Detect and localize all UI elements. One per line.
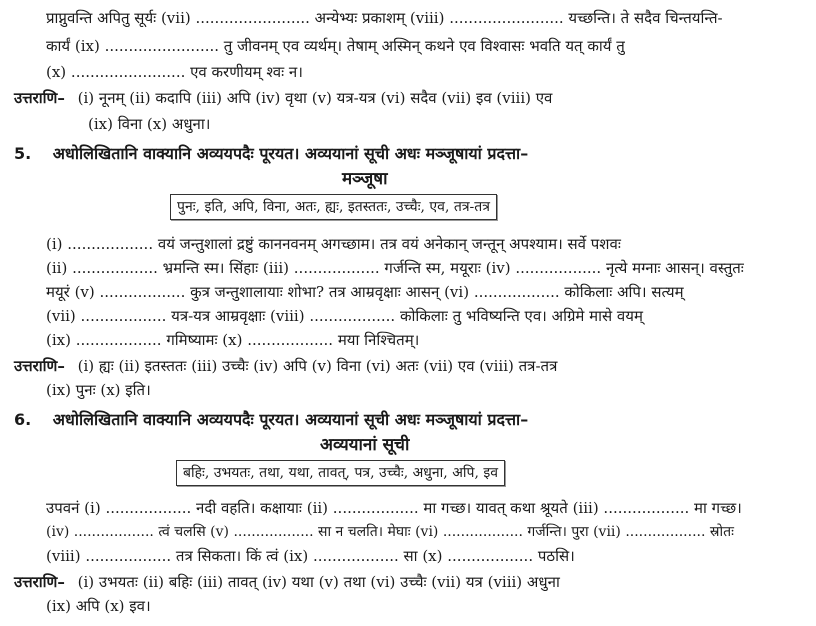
exercise-line: मयूरं (v) .................. कुत्र जन्तुशालायाः शोभा? तत्र आम्रवृक्षाः आसन् (vi) .................. कोकिलाः अपि। सत्यम् [46,283,684,301]
question-5-heading [14,144,528,164]
passage-line: कार्यं (ix) ........................ तु जीवनम् एव व्यर्थम्। तेषाम् अस्मिन् कथने एव विश्वासः भवति यत् कार्यं तु [46,37,625,55]
passage-line: (x) ........................ एव करणीयम् श्वः न। [46,63,303,81]
word-box: पुनः, इति, अपि, विना, अतः, ह्यः, इतस्ततः, उच्चैः, एव, तत्र-तत्र [170,194,497,220]
exercise-line: (i) .................. वयं जन्तुशालां द्रष्टुं काननवनम् अगच्छाम। तत्र वयं अनेकान् जन्तून् अपश्याम। सर्वे पशवः [46,235,621,253]
answers-text: (ix) पुनः (x) इति। [46,381,151,399]
exercise-line: (ii) .................. भ्रमन्ति स्म। सिंहाः (iii) .................. गर्जन्ति स्म, मयूराः (iv) .................. नृत्ये मग्नाः आसन्। वस्तुतः [46,259,744,277]
question-number: 6. [14,410,32,429]
question-6-heading [14,410,528,430]
exercise-line: (vii) .................. यत्र-यत्र आम्रवृक्षाः (viii) .................. कोकिलाः तु भविष्यन्ति एव। अग्रिमे मासे वयम् [46,307,643,325]
answers-text: (ix) अपि (x) इव। [46,597,151,615]
exercise-line: (ix) .................. गमिष्यामः (x) .................. मया निश्चितम्। [46,331,420,349]
exercise-line: (iv) .................. त्वं चलसि (v) .................. सा न चलति। मेघाः (vi) .................. गर्जन्ति। पुरा (vii) .................. स्रोतः [46,524,734,540]
answers-label: उत्तराणि– [14,89,65,107]
passage-line: प्राप्नुवन्ति अपितु सूर्यः (vii) ........................ अन्येभ्यः प्रकाशम् (viii) ........................ यच्छन्ति। ते सदैव चिन्तयन्ति- [46,9,723,27]
question-instruction: अधोलिखितानि वाक्यानि अव्ययपदैः पूरयत। अव्ययानां सूची अधः मञ्जूषायां प्रदत्ता– [52,144,529,163]
answers-label: उत्तराणि– [14,573,65,591]
answers-row [14,572,560,592]
answers-text: (i) ह्यः (ii) इतस्ततः (iii) उच्चैः (iv) अपि (v) विना (vi) अतः (vii) एव (viii) तत्र-तत्र [77,357,558,375]
exercise-line: उपवनं (i) .................. नदी वहति। कक्षायाः (ii) .................. मा गच्छ। यावत् कथा श्रूयते (iii) .................. मा गच्छ। [46,499,742,517]
word-box-title: अव्ययानां सूची [320,435,410,455]
answers-row [14,356,557,376]
question-number: 5. [14,144,32,163]
answers-text: (i) नूनम् (ii) कदापि (iii) अपि (iv) वृथा (v) यत्र-यत्र (vi) सदैव (vii) इव (viii) एव [77,89,553,107]
answers-label: उत्तराणि– [14,357,65,375]
answers-text: (ix) विना (x) अधुना। [88,115,211,133]
word-box-title: मञ्जूषा [342,169,388,189]
question-instruction: अधोलिखितानि वाक्यानि अव्ययपदैः पूरयत। अव्ययानां सूची अधः मञ्जूषायां प्रदत्ता– [52,410,529,429]
word-box: बहिः, उभयतः, तथा, यथा, तावत्, पत्र, उच्चैः, अधुना, अपि, इव [176,460,505,486]
answers-text: (i) उभयतः (ii) बहिः (iii) तावत् (iv) यथा (v) तथा (vi) उच्चैः (vii) यत्र (viii) अधुना [77,573,560,591]
answers-row [14,88,552,108]
exercise-line: (viii) .................. तत्र सिकता। किं त्वं (ix) .................. सा (x) .................. पठसि। [46,547,575,565]
